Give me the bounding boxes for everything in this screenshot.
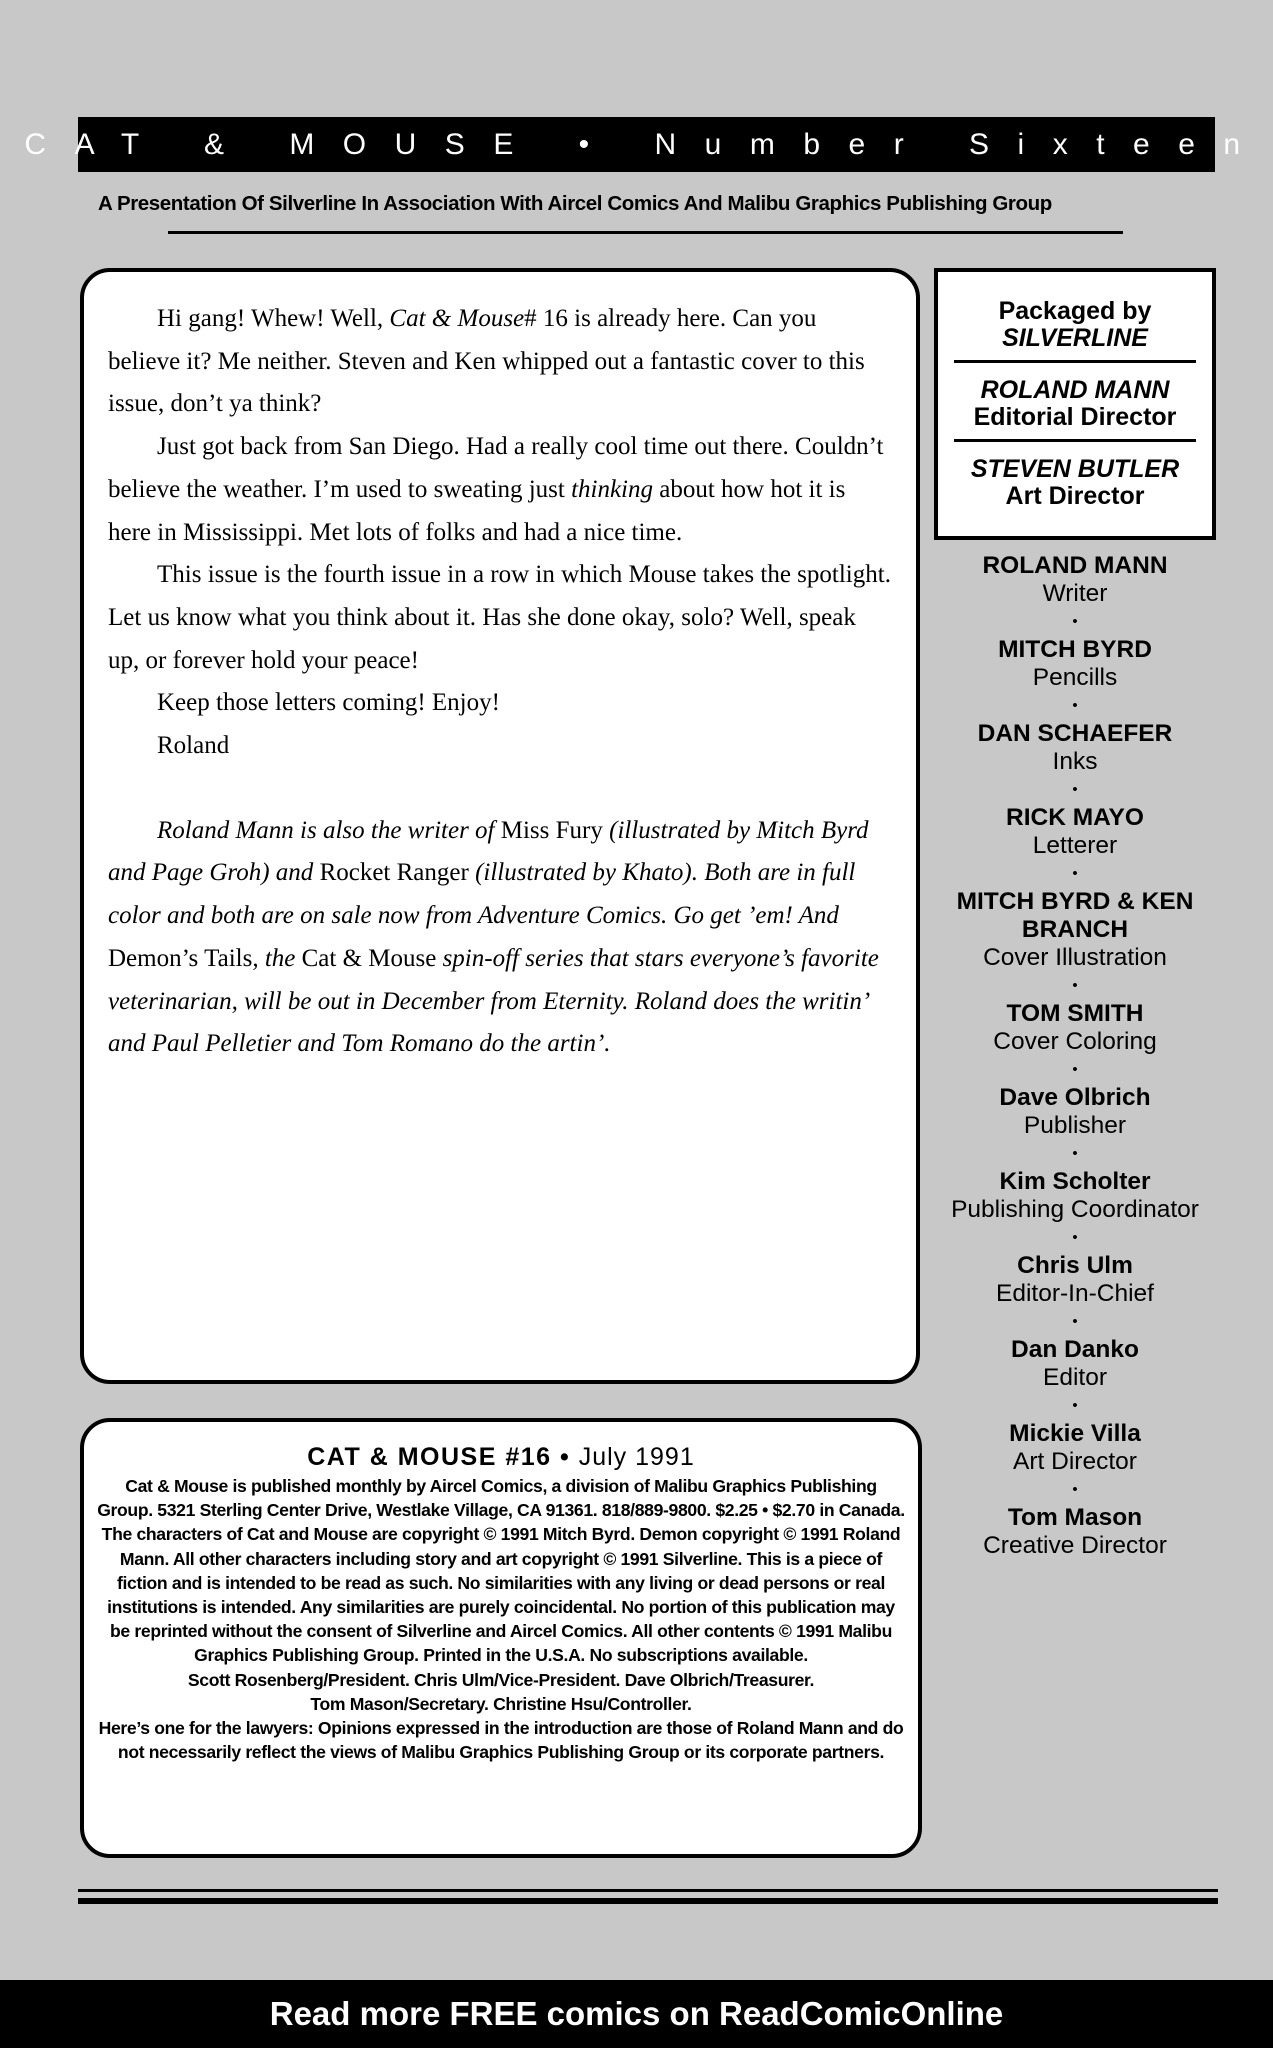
credit-separator: • — [1072, 697, 1078, 714]
bottom-rule-thick — [78, 1898, 1218, 1904]
credit-item: RICK MAYO Letterer — [1006, 804, 1144, 859]
credit-item: TOM SMITH Cover Coloring — [993, 1000, 1157, 1055]
art-director: STEVEN BUTLER Art Director — [970, 455, 1180, 510]
credit-separator: • — [1072, 1313, 1078, 1330]
credit-separator: • — [1072, 1061, 1078, 1078]
credit-item: Mickie Villa Art Director — [1009, 1420, 1141, 1475]
letter-note: Roland Mann is also the writer of Miss Fury (illustrated by Mitch Byrd and Page Groh) and Rocket Ranger (illustrated by Khato). Both are in full color and both are on sale now from Adventure Comics. Go get ’em! And Demon’s Tails, the Cat & Mouse spin-off series that stars everyone’s favorite veterinarian, will be out in December from Eternity. Roland does the writin’ and Paul Pelletier and Tom Romano do the artin’. — [108, 816, 879, 1058]
indicia-body: Cat & Mouse is published monthly by Aircel Comics, a division of Malibu Graphics Publishing Group. 5321 Sterling Center Drive, Westlake Village, CA 91361. 818/889-9800. $2.25 • $2.70 in Canada. The characters of Cat and Mouse are copyright © 1991 Mitch Byrd. Demon copyright © 1991 Roland Mann. All other characters including story and art copyright © 1991 Silverline. This is a piece of fiction and is intended to be read as such. No similarities with any living or dead persons or real institutions is intended. Any similarities are purely coincidental. No portion of this publication may be reprinted without the consent of Silverline and Aircel Comics. All other contents © 1991 Malibu Graphics Publishing Group. Printed in the U.S.A. No subscriptions available. Scott Rosenberg/President. Chris Ulm/Vice-President. Dave Olbrich/Treasurer. Tom Mason/Secretary. Christine Hsu/Controller. Here’s one for the lawyers: Opinions expressed in the introduction are those of Roland Mann and do not necessarily reflect the views of Malibu Graphics Publishing Group or its corporate partners. — [97, 1476, 905, 1763]
indicia-box — [80, 1418, 922, 1858]
packaged-by-box — [934, 268, 1216, 540]
credit-item: MITCH BYRD & KEN BRANCH Cover Illustration — [956, 888, 1194, 971]
indicia-heading: CAT & MOUSE #16 • July 1991 — [307, 1443, 695, 1471]
credit-item: Dan Danko Editor — [1011, 1336, 1139, 1391]
credit-separator: • — [1072, 865, 1078, 882]
credit-separator: • — [1072, 1397, 1078, 1414]
editorial-director: ROLAND MANN Editorial Director — [954, 363, 1196, 442]
credit-item: Chris Ulm Editor-In-Chief — [996, 1252, 1154, 1307]
credit-separator: • — [1072, 977, 1078, 994]
credit-item: MITCH BYRD Pencills — [998, 636, 1152, 691]
credit-separator: • — [1072, 1145, 1078, 1162]
letter-paragraph-1: Hi gang! Whew! Well, Cat & Mouse# 16 is already here. Can you believe it? Me neither. Steven and Ken whipped out a fantastic cover to this issue, don’t ya think? — [108, 305, 865, 418]
credit-separator: • — [1072, 1481, 1078, 1498]
subtitle: A Presentation Of Silverline In Association With Aircel Comics And Malibu Graphics Publishing Group — [98, 192, 1052, 215]
credit-item: Tom Mason Creative Director — [983, 1504, 1167, 1559]
credit-item: Dave Olbrich Publisher — [999, 1084, 1151, 1139]
letter-paragraph-3: This issue is the fourth issue in a row in which Mouse takes the spotlight. Let us know what you think about it. Has she done okay, solo? Well, speak up, or forever hold your peace! — [108, 561, 891, 674]
credit-item: ROLAND MANN Writer — [982, 552, 1168, 607]
credit-item: DAN SCHAEFER Inks — [977, 720, 1173, 775]
credit-item: Kim Scholter Publishing Coordinator — [951, 1168, 1199, 1223]
letter-box — [80, 268, 920, 1384]
page-title: CAT & MOUSE • Number Sixteen — [24, 127, 1269, 161]
letter-paragraph-4: Keep those letters coming! Enjoy! — [157, 689, 500, 717]
title-bar — [24, 117, 1269, 172]
subtitle-rule — [168, 231, 1123, 234]
letter-paragraph-2: Just got back from San Diego. Had a really cool time out there. Couldn’t believe the weather. I’m used to sweating just thinking about how hot it is here in Mississippi. Met lots of folks and had a nice time. — [108, 433, 884, 546]
letter-signature: Roland — [157, 732, 230, 760]
footer-banner[interactable]: Read more FREE comics on ReadComicOnline — [0, 1980, 1273, 2048]
bottom-rule-thin — [78, 1889, 1218, 1892]
credits-list — [934, 552, 1216, 1560]
credit-separator: • — [1072, 1229, 1078, 1246]
credit-separator: • — [1072, 613, 1078, 630]
packaged-by: Packaged by SILVERLINE — [954, 272, 1196, 363]
credit-separator: • — [1072, 781, 1078, 798]
